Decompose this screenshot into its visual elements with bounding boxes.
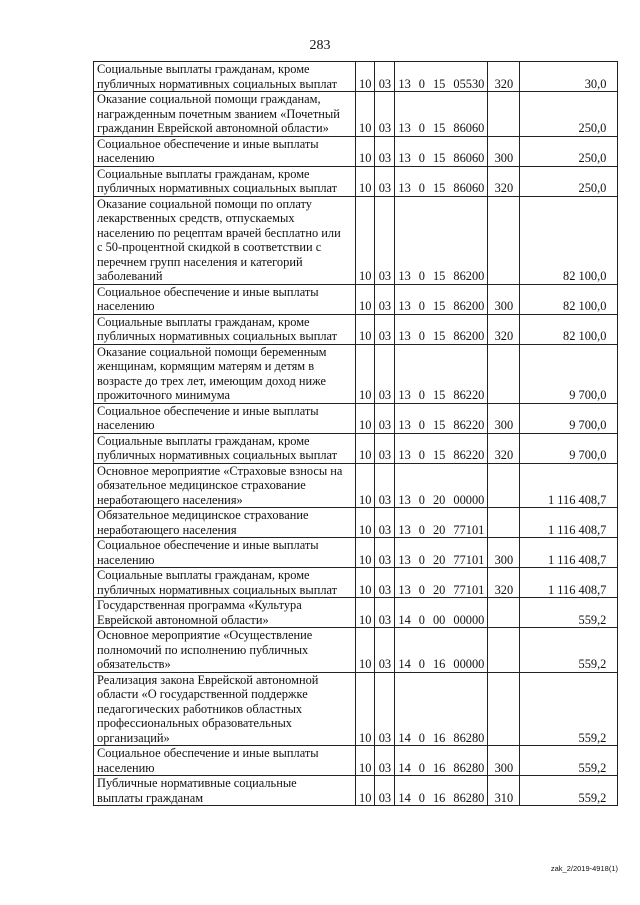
description-line: организаций»	[97, 730, 170, 745]
table-row	[94, 314, 618, 344]
target-item-code	[395, 538, 488, 568]
target-item-code-parts	[395, 388, 487, 403]
code-part: 0	[418, 552, 425, 567]
budget-table-body	[94, 62, 618, 806]
code-part: 15	[432, 388, 446, 402]
code-part: 0	[418, 76, 425, 91]
description-line: Оказание социальной помощи по оплату	[97, 196, 312, 211]
description-line: населению	[97, 299, 155, 313]
description-line: Основное мероприятие «Осуществление	[97, 628, 313, 642]
table-row	[94, 284, 618, 314]
section-code: 10	[356, 746, 375, 776]
target-item-code-parts	[395, 181, 487, 196]
section-code: 10	[356, 196, 375, 284]
expense-type-code	[488, 344, 520, 403]
code-part: 86060	[453, 181, 485, 195]
table-row	[94, 166, 618, 196]
section-code: 10	[356, 463, 375, 508]
description-line: Социальное обеспечение и иные выплаты	[97, 538, 319, 552]
description-line: обязательств»	[97, 657, 171, 671]
amount: 250,0	[520, 92, 618, 137]
subsection-code: 03	[375, 284, 395, 314]
amount: 82 100,0	[520, 196, 618, 284]
code-part: 13	[398, 582, 411, 597]
target-item-code-parts	[395, 553, 487, 568]
code-part: 15	[432, 329, 446, 343]
description-line: возрасте до трех лет, имеющим доход ниже	[97, 373, 327, 388]
description-line: публичных нормативных социальных выплат	[97, 181, 338, 195]
target-item-code	[395, 62, 488, 92]
subsection-code: 03	[375, 314, 395, 344]
code-part: 14	[398, 612, 411, 627]
code-part: 14	[398, 730, 411, 745]
row-description	[94, 672, 356, 746]
expense-type-code: 320	[488, 314, 520, 344]
row-description	[94, 136, 356, 166]
target-item-code-parts	[395, 299, 487, 314]
table-row	[94, 672, 618, 746]
section-code: 10	[356, 776, 375, 806]
expense-type-code	[488, 463, 520, 508]
subsection-code: 03	[375, 746, 395, 776]
row-description	[94, 598, 356, 628]
subsection-code: 03	[375, 136, 395, 166]
amount: 250,0	[520, 166, 618, 196]
description-line: населению	[97, 552, 155, 567]
expense-type-code: 310	[488, 776, 520, 806]
amount: 9 700,0	[520, 344, 618, 403]
code-part: 0	[418, 657, 425, 671]
target-item-code-parts	[395, 77, 487, 92]
target-item-code	[395, 403, 488, 433]
target-item-code-parts	[395, 329, 487, 344]
row-description	[94, 92, 356, 137]
code-part: 00000	[453, 612, 485, 627]
code-part: 86200	[453, 299, 485, 313]
table-row	[94, 568, 618, 598]
subsection-code: 03	[375, 538, 395, 568]
code-part: 0	[418, 151, 425, 165]
subsection-code: 03	[375, 196, 395, 284]
code-part: 0	[418, 388, 425, 402]
row-description	[94, 628, 356, 673]
description-line: Социальные выплаты гражданам, кроме	[97, 314, 310, 329]
code-part: 86280	[453, 760, 485, 775]
code-part: 16	[432, 760, 446, 775]
table-row	[94, 136, 618, 166]
code-part: 15	[432, 418, 446, 432]
amount: 1 116 408,7	[520, 568, 618, 598]
target-item-code-parts	[395, 523, 487, 538]
table-row	[94, 463, 618, 508]
row-description	[94, 538, 356, 568]
target-item-code	[395, 463, 488, 508]
amount: 30,0	[520, 62, 618, 92]
target-item-code	[395, 776, 488, 806]
table-row	[94, 92, 618, 137]
description-line: Социальное обеспечение и иные выплаты	[97, 136, 319, 151]
description-line: населению	[97, 151, 155, 165]
code-part: 13	[398, 121, 411, 135]
code-part: 15	[432, 299, 446, 313]
expense-type-code: 320	[488, 433, 520, 463]
subsection-code: 03	[375, 62, 395, 92]
expense-type-code	[488, 628, 520, 673]
code-part: 13	[398, 552, 411, 567]
amount: 9 700,0	[520, 403, 618, 433]
code-part: 0	[418, 269, 425, 283]
target-item-code-parts	[395, 761, 487, 776]
target-item-code	[395, 746, 488, 776]
row-description	[94, 403, 356, 433]
target-item-code-parts	[395, 448, 487, 463]
section-code: 10	[356, 403, 375, 433]
description-line: неработающего населения»	[97, 492, 243, 507]
code-part: 13	[398, 448, 411, 462]
code-part: 0	[418, 730, 425, 745]
description-line: публичных нормативных социальных выплат	[97, 76, 338, 91]
table-row	[94, 433, 618, 463]
code-part: 16	[432, 790, 446, 805]
code-part: 15	[432, 448, 446, 462]
code-part: 20	[432, 492, 446, 507]
target-item-code	[395, 598, 488, 628]
code-part: 16	[432, 657, 446, 671]
row-description	[94, 746, 356, 776]
section-code: 10	[356, 344, 375, 403]
description-line: Социальные выплаты гражданам, кроме	[97, 166, 310, 181]
amount: 250,0	[520, 136, 618, 166]
expense-type-code: 300	[488, 403, 520, 433]
target-item-code	[395, 628, 488, 673]
description-line: Социальные выплаты гражданам, кроме	[97, 433, 310, 448]
code-part: 13	[398, 329, 411, 343]
expense-type-code	[488, 672, 520, 746]
description-line: Социальное обеспечение и иные выплаты	[97, 746, 319, 760]
target-item-code-parts	[395, 657, 487, 672]
description-line: гражданин Еврейской автономной области»	[97, 121, 329, 135]
code-part: 15	[432, 181, 446, 195]
amount: 559,2	[520, 672, 618, 746]
row-description	[94, 344, 356, 403]
row-description	[94, 62, 356, 92]
code-part: 86060	[453, 151, 485, 165]
code-part: 0	[418, 121, 425, 135]
expense-type-code: 320	[488, 62, 520, 92]
amount: 82 100,0	[520, 314, 618, 344]
row-description	[94, 463, 356, 508]
code-part: 16	[432, 730, 446, 745]
code-part: 0	[418, 582, 425, 597]
code-part: 77101	[453, 552, 485, 567]
code-part: 14	[398, 760, 411, 775]
description-line: профессиональных образовательных	[97, 716, 292, 730]
description-line: заболеваний	[97, 269, 163, 283]
target-item-code-parts	[395, 731, 487, 746]
code-part: 05530	[453, 76, 485, 91]
expense-type-code	[488, 598, 520, 628]
code-part: 13	[398, 151, 411, 165]
code-part: 00	[432, 612, 446, 627]
target-item-code-parts	[395, 269, 487, 284]
description-line: Государственная программа «Культура	[97, 598, 302, 612]
description-line: полномочий по исполнению публичных	[97, 642, 309, 657]
description-line: Публичные нормативные социальные	[97, 776, 297, 790]
document-code: zak_2/2019-4918(1)	[550, 864, 618, 873]
expense-type-code	[488, 92, 520, 137]
code-part: 13	[398, 181, 411, 195]
section-code: 10	[356, 672, 375, 746]
code-part: 86280	[453, 730, 485, 745]
description-line: населению	[97, 418, 155, 432]
expense-type-code: 300	[488, 746, 520, 776]
table-row	[94, 62, 618, 92]
target-item-code-parts	[395, 613, 487, 628]
code-part: 86060	[453, 121, 485, 135]
target-item-code	[395, 196, 488, 284]
description-line: награжденным почетным званием «Почетный	[97, 106, 340, 121]
expense-type-code: 300	[488, 538, 520, 568]
code-part: 20	[432, 552, 446, 567]
section-code: 10	[356, 568, 375, 598]
description-line: населению	[97, 760, 155, 775]
code-part: 0	[418, 612, 425, 627]
description-line: перечнем групп населения и категорий	[97, 254, 303, 269]
expense-type-code: 300	[488, 284, 520, 314]
target-item-code-parts	[395, 583, 487, 598]
description-line: области «О государственной поддержке	[97, 687, 308, 701]
description-line: Социальное обеспечение и иные выплаты	[97, 284, 319, 299]
code-part: 0	[418, 790, 425, 805]
target-item-code	[395, 672, 488, 746]
amount: 559,2	[520, 746, 618, 776]
code-part: 86200	[453, 329, 485, 343]
section-code: 10	[356, 166, 375, 196]
amount: 559,2	[520, 628, 618, 673]
subsection-code: 03	[375, 508, 395, 538]
budget-table	[93, 61, 618, 806]
target-item-code	[395, 284, 488, 314]
target-item-code-parts	[395, 791, 487, 806]
section-code: 10	[356, 136, 375, 166]
row-description	[94, 284, 356, 314]
section-code: 10	[356, 508, 375, 538]
amount: 9 700,0	[520, 433, 618, 463]
row-description	[94, 508, 356, 538]
target-item-code-parts	[395, 151, 487, 166]
description-line: населению по рецептам врачей бесплатно или	[97, 225, 341, 240]
code-part: 14	[398, 657, 411, 671]
page-number: 283	[309, 38, 331, 53]
code-part: 13	[398, 299, 411, 313]
code-part: 00000	[453, 492, 485, 507]
expense-type-code: 300	[488, 136, 520, 166]
row-description	[94, 776, 356, 806]
code-part: 0	[418, 448, 425, 462]
description-line: Оказание социальной помощи беременным	[97, 344, 327, 359]
description-line: Основное мероприятие «Страховые взносы на	[97, 463, 343, 478]
code-part: 0	[418, 760, 425, 775]
code-part: 0	[418, 492, 425, 507]
code-part: 13	[398, 492, 411, 507]
description-line: лекарственных средств, отпускаемых	[97, 211, 295, 225]
subsection-code: 03	[375, 628, 395, 673]
table-row	[94, 538, 618, 568]
subsection-code: 03	[375, 92, 395, 137]
subsection-code: 03	[375, 403, 395, 433]
description-line: Социальные выплаты гражданам, кроме	[97, 62, 310, 76]
table-row	[94, 403, 618, 433]
amount: 82 100,0	[520, 284, 618, 314]
table-row	[94, 776, 618, 806]
table-row	[94, 598, 618, 628]
section-code: 10	[356, 433, 375, 463]
section-code: 10	[356, 314, 375, 344]
description-line: обязательное медицинское страхование	[97, 478, 306, 492]
subsection-code: 03	[375, 776, 395, 806]
description-line: с 50-процентной скидкой в соответствии с	[97, 240, 322, 254]
description-line: педагогических работников областных	[97, 701, 303, 716]
code-part: 0	[418, 329, 425, 343]
expense-type-code: 320	[488, 166, 520, 196]
code-part: 20	[432, 582, 446, 597]
target-item-code	[395, 166, 488, 196]
code-part: 77101	[453, 522, 485, 537]
target-item-code	[395, 92, 488, 137]
code-part: 15	[432, 76, 446, 91]
code-part: 13	[398, 418, 411, 432]
code-part: 0	[418, 418, 425, 432]
subsection-code: 03	[375, 166, 395, 196]
section-code: 10	[356, 628, 375, 673]
amount: 1 116 408,7	[520, 463, 618, 508]
subsection-code: 03	[375, 463, 395, 508]
code-part: 13	[398, 388, 411, 402]
code-part: 86220	[453, 388, 485, 402]
code-part: 86220	[453, 418, 485, 432]
section-code: 10	[356, 284, 375, 314]
description-line: женщинам, кормящим матерям и детям в	[97, 359, 315, 373]
expense-type-code	[488, 508, 520, 538]
subsection-code: 03	[375, 344, 395, 403]
description-line: неработающего населения	[97, 522, 237, 537]
code-part: 86200	[453, 269, 485, 283]
row-description	[94, 433, 356, 463]
code-part: 86220	[453, 448, 485, 462]
code-part: 00000	[453, 657, 485, 671]
table-row	[94, 508, 618, 538]
target-item-code	[395, 314, 488, 344]
table-row	[94, 196, 618, 284]
subsection-code: 03	[375, 433, 395, 463]
code-part: 77101	[453, 582, 485, 597]
expense-type-code: 320	[488, 568, 520, 598]
amount: 559,2	[520, 598, 618, 628]
subsection-code: 03	[375, 672, 395, 746]
description-line: Социальное обеспечение и иные выплаты	[97, 403, 319, 418]
table-row	[94, 344, 618, 403]
description-line: выплаты гражданам	[97, 790, 204, 805]
code-part: 20	[432, 522, 446, 537]
row-description	[94, 314, 356, 344]
target-item-code-parts	[395, 493, 487, 508]
code-part: 0	[418, 299, 425, 313]
description-line: Еврейской автономной области»	[97, 612, 269, 627]
description-line: публичных нормативных социальных выплат	[97, 329, 338, 343]
row-description	[94, 166, 356, 196]
description-line: Социальные выплаты гражданам, кроме	[97, 568, 310, 582]
description-line: Реализация закона Еврейской автономной	[97, 672, 319, 687]
code-part: 15	[432, 269, 446, 283]
amount: 559,2	[520, 776, 618, 806]
code-part: 0	[418, 522, 425, 537]
section-code: 10	[356, 598, 375, 628]
section-code: 10	[356, 62, 375, 92]
section-code: 10	[356, 92, 375, 137]
target-item-code	[395, 433, 488, 463]
code-part: 15	[432, 151, 446, 165]
table-row	[94, 628, 618, 673]
row-description	[94, 196, 356, 284]
target-item-code	[395, 136, 488, 166]
description-line: Обязательное медицинское страхование	[97, 508, 309, 522]
target-item-code	[395, 344, 488, 403]
code-part: 13	[398, 522, 411, 537]
code-part: 86280	[453, 790, 485, 805]
description-line: Оказание социальной помощи гражданам,	[97, 92, 321, 106]
description-line: публичных нормативных социальных выплат	[97, 582, 338, 597]
code-part: 14	[398, 790, 411, 805]
section-code: 10	[356, 538, 375, 568]
expense-type-code	[488, 196, 520, 284]
code-part: 15	[432, 121, 446, 135]
amount: 1 116 408,7	[520, 508, 618, 538]
subsection-code: 03	[375, 598, 395, 628]
description-line: публичных нормативных социальных выплат	[97, 448, 338, 462]
target-item-code-parts	[395, 418, 487, 433]
target-item-code-parts	[395, 121, 487, 136]
target-item-code	[395, 568, 488, 598]
table-row	[94, 746, 618, 776]
row-description	[94, 568, 356, 598]
subsection-code: 03	[375, 568, 395, 598]
code-part: 0	[418, 181, 425, 195]
description-line: прожиточного минимума	[97, 388, 231, 402]
code-part: 13	[398, 76, 411, 91]
amount: 1 116 408,7	[520, 538, 618, 568]
target-item-code	[395, 508, 488, 538]
code-part: 13	[398, 269, 411, 283]
